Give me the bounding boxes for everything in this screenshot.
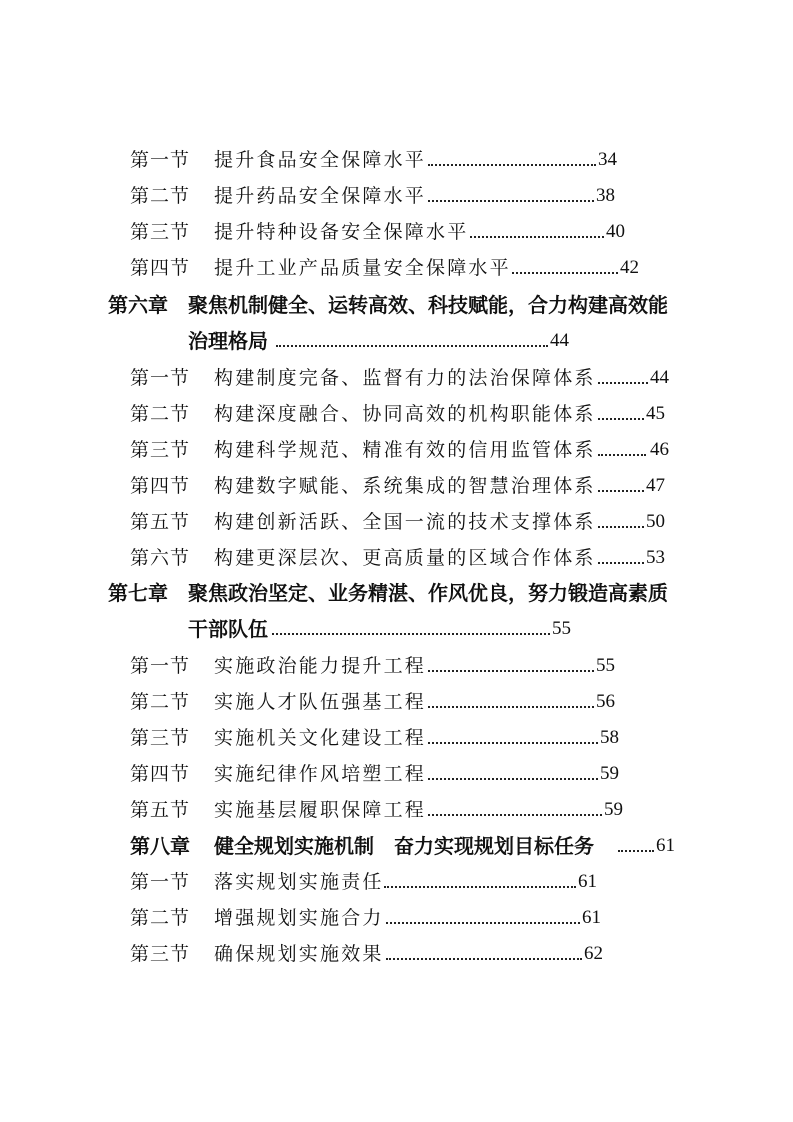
section-title: 构建创新活跃、全国一流的技术支撑体系: [214, 511, 596, 533]
section-label: 第二节: [130, 907, 191, 929]
chapter-label: 第六章: [108, 293, 168, 317]
dot-leader: [428, 164, 596, 166]
section-title: 实施纪律作风培塑工程: [214, 763, 427, 785]
section-title: 实施机关文化建设工程: [214, 727, 427, 749]
page-number: 55: [596, 655, 615, 676]
dot-leader: [384, 886, 576, 888]
dot-leader: [618, 850, 654, 852]
section-label: 第四节: [130, 257, 191, 279]
toc-entry: [0, 181, 793, 211]
toc-entry: [0, 507, 793, 537]
toc-chapter-entry: [0, 578, 793, 608]
section-title: 提升药品安全保障水平: [214, 185, 427, 207]
toc-chapter-entry: [0, 290, 793, 320]
toc-chapter-entry-continued: [0, 326, 793, 356]
page-number: 62: [584, 943, 603, 964]
chapter-title-continued: 治理格局: [188, 329, 268, 353]
toc-entry: [0, 217, 793, 247]
toc-entry: [0, 687, 793, 717]
dot-leader: [428, 814, 602, 816]
page-number: 34: [598, 149, 617, 170]
dot-leader: [428, 670, 594, 672]
page-number: 50: [646, 511, 665, 532]
dot-leader: [386, 958, 582, 960]
dot-leader: [276, 345, 548, 347]
section-title: 落实规划实施责任: [214, 871, 384, 893]
section-title: 提升食品安全保障水平: [214, 149, 427, 171]
dot-leader: [598, 490, 644, 492]
section-title: 构建更深层次、更高质量的区域合作体系: [214, 547, 596, 569]
section-title: 构建深度融合、协同高效的机构职能体系: [214, 403, 596, 425]
toc-entry: [0, 253, 793, 283]
page-number: 42: [620, 257, 639, 278]
toc-entry: [0, 435, 793, 465]
toc-entry: [0, 543, 793, 573]
dot-leader: [428, 778, 598, 780]
section-label: 第三节: [130, 727, 191, 749]
page-number: 56: [596, 691, 615, 712]
page-number: 59: [604, 799, 623, 820]
toc-chapter-entry-continued: [0, 614, 793, 644]
page-number: 61: [582, 907, 601, 928]
section-title: 增强规划实施合力: [214, 907, 384, 929]
page-number: 47: [646, 475, 665, 496]
dot-leader: [386, 922, 580, 924]
page-number: 58: [600, 727, 619, 748]
section-label: 第四节: [130, 763, 191, 785]
page-number: 59: [600, 763, 619, 784]
dot-leader: [470, 236, 604, 238]
section-label: 第五节: [130, 799, 191, 821]
dot-leader: [512, 272, 618, 274]
chapter-title: 聚焦政治坚定、业务精湛、作风优良，努力锻造高素质: [188, 581, 668, 605]
section-title: 实施基层履职保障工程: [214, 799, 427, 821]
toc-entry: [0, 939, 793, 969]
toc-entry: [0, 903, 793, 933]
dot-leader: [598, 418, 644, 420]
section-label: 第二节: [130, 691, 191, 713]
dot-leader: [598, 562, 644, 564]
section-label: 第一节: [130, 871, 191, 893]
page-number: 40: [606, 221, 625, 242]
toc-entry: [0, 399, 793, 429]
chapter-title-continued: 干部队伍: [188, 617, 268, 641]
page-number: 44: [550, 330, 569, 351]
dot-leader: [272, 633, 550, 635]
page-number: 61: [656, 835, 675, 856]
toc-entry: [0, 363, 793, 393]
chapter-label: 第七章: [108, 581, 168, 605]
dot-leader: [428, 742, 598, 744]
section-label: 第二节: [130, 403, 191, 425]
toc-entry: [0, 759, 793, 789]
chapter-label: 第八章: [130, 834, 190, 858]
section-label: 第四节: [130, 475, 191, 497]
section-title: 实施政治能力提升工程: [214, 655, 427, 677]
dot-leader: [428, 706, 594, 708]
section-label: 第二节: [130, 185, 191, 207]
section-title: 实施人才队伍强基工程: [214, 691, 427, 713]
section-label: 第一节: [130, 149, 191, 171]
chapter-title: 健全规划实施机制 奋力实现规划目标任务: [214, 834, 594, 858]
section-label: 第三节: [130, 221, 191, 243]
toc-chapter-entry: [0, 831, 793, 861]
toc-entry: [0, 471, 793, 501]
section-title: 提升工业产品质量安全保障水平: [214, 257, 511, 279]
toc-entry: [0, 795, 793, 825]
page-number: 55: [552, 618, 571, 639]
section-label: 第一节: [130, 655, 191, 677]
toc-entry: [0, 867, 793, 897]
page-number: 45: [646, 403, 665, 424]
toc-entry: [0, 651, 793, 681]
dot-leader: [598, 382, 648, 384]
toc-entry: [0, 145, 793, 175]
section-label: 第五节: [130, 511, 191, 533]
section-label: 第三节: [130, 439, 191, 461]
chapter-title: 聚焦机制健全、运转高效、科技赋能，合力构建高效能: [188, 293, 668, 317]
section-title: 构建科学规范、精准有效的信用监管体系: [214, 439, 596, 461]
section-label: 第三节: [130, 943, 191, 965]
dot-leader: [428, 200, 594, 202]
page-number: 53: [646, 547, 665, 568]
section-label: 第一节: [130, 367, 191, 389]
toc-entry: [0, 723, 793, 753]
section-title: 确保规划实施效果: [214, 943, 384, 965]
page-number: 44: [650, 367, 669, 388]
section-label: 第六节: [130, 547, 191, 569]
page-number: 38: [596, 185, 615, 206]
section-title: 提升特种设备安全保障水平: [214, 221, 469, 243]
dot-leader: [598, 454, 646, 456]
dot-leader: [598, 526, 644, 528]
section-title: 构建制度完备、监督有力的法治保障体系: [214, 367, 596, 389]
page-number: 46: [650, 439, 669, 460]
page-number: 61: [578, 871, 597, 892]
section-title: 构建数字赋能、系统集成的智慧治理体系: [214, 475, 596, 497]
